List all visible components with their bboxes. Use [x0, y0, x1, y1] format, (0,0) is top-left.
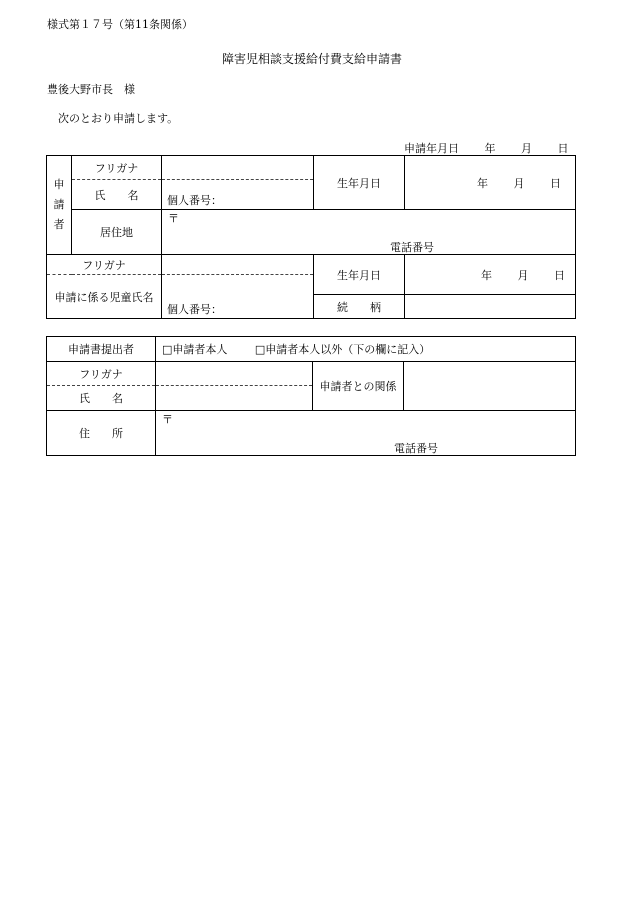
submitter-options [156, 337, 576, 362]
submitter-name-label: 氏 名 [47, 386, 156, 411]
document-title: 障害児相談支援給付費支給申請書 [222, 52, 403, 66]
form-number: 様式第１７号（第11条関係） [47, 18, 193, 31]
applicant-table [46, 155, 576, 319]
child-birth-day: 日 [554, 268, 565, 282]
submitter-address-label: 住 所 [47, 411, 156, 456]
application-date-day: 日 [557, 142, 569, 155]
applicant-birthdate-input[interactable] [405, 156, 576, 210]
applicant-postal-mark: 〒 [168, 212, 179, 225]
submitter-address-input[interactable] [156, 411, 576, 456]
submitter-postal-mark: 〒 [162, 413, 173, 426]
applicant-birth-day: 日 [550, 176, 561, 190]
applicant-name-input[interactable] [162, 180, 314, 210]
submitter-option-self[interactable]: □申請者本人 [162, 343, 228, 356]
applicant-name-label: 氏 名 [72, 180, 162, 210]
application-date [404, 140, 569, 156]
intro-text: 次のとおり申請します。 [58, 112, 179, 125]
application-date-month: 月 [521, 142, 532, 155]
submitter-furigana-label: フリガナ [47, 362, 156, 386]
child-birth-year: 年 [481, 268, 492, 282]
submitter-name-input[interactable] [156, 386, 313, 411]
applicant-furigana-label: フリガナ [72, 156, 162, 180]
child-name-label: 申請に係る児童氏名 [47, 275, 162, 319]
child-name-input[interactable] [162, 275, 314, 319]
applicant-birth-month: 月 [513, 176, 525, 190]
child-furigana-input[interactable] [162, 255, 314, 275]
applicant-birthdate-label: 生年月日 [314, 156, 405, 210]
submitter-table [46, 336, 576, 456]
child-birth-month: 月 [517, 268, 529, 282]
submitter-relation-label: 申請者との関係 [313, 362, 404, 411]
child-relationship-input[interactable] [405, 295, 576, 319]
submitter-furigana-input[interactable] [156, 362, 313, 386]
applicant-residence-input[interactable] [162, 210, 576, 255]
applicant-section-label: 申 請 者 [47, 156, 72, 255]
applicant-residence-label: 居住地 [72, 210, 162, 255]
child-birthdate-label: 生年月日 [314, 255, 405, 295]
application-date-year: 年 [484, 142, 496, 155]
submitter-label: 申請書提出者 [47, 337, 156, 362]
submitter-phone-label: 電話番号 [394, 442, 438, 455]
submitter-option-other[interactable]: □申請者本人以外（下の欄に記入） [254, 343, 431, 356]
application-date-label: 申請年月日 [404, 142, 459, 155]
applicant-personal-number-label: 個人番号： [167, 194, 222, 207]
child-personal-number-label: 個人番号： [167, 303, 222, 316]
applicant-phone-label: 電話番号 [390, 241, 434, 254]
applicant-furigana-input[interactable] [162, 156, 314, 180]
child-birthdate-input[interactable] [405, 255, 576, 295]
child-furigana-label: フリガナ [47, 255, 162, 275]
addressee: 豊後大野市長 様 [47, 83, 135, 96]
applicant-birth-year: 年 [477, 176, 488, 190]
child-relationship-label: 続 柄 [314, 295, 405, 319]
submitter-relation-input[interactable] [404, 362, 576, 411]
